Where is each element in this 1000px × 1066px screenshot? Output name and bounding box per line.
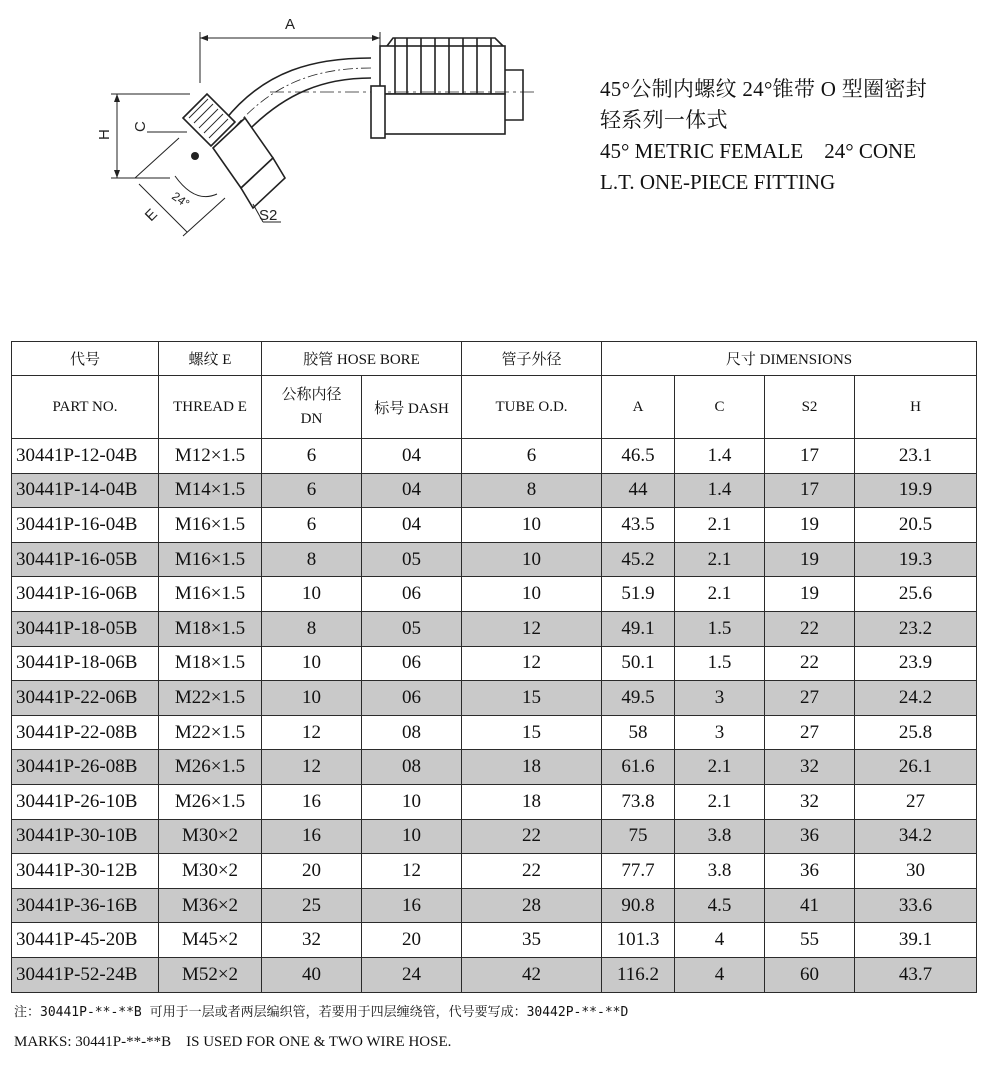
cell-tube-od: 10 [462, 577, 602, 612]
table-row [12, 542, 977, 577]
cell-dim-s2: 32 [765, 784, 855, 819]
header-dimensions: 尺寸 DIMENSIONS [602, 342, 977, 376]
specification-table [11, 341, 977, 993]
cell-thread: M22×1.5 [159, 681, 262, 716]
cell-thread: M26×1.5 [159, 784, 262, 819]
cell-dim-h: 23.2 [855, 611, 977, 646]
cell-part-no: 30441P-12-04B [12, 439, 159, 474]
cell-dim-c: 2.1 [675, 542, 765, 577]
cell-dim-a: 77.7 [602, 854, 675, 889]
cell-dim-a: 90.8 [602, 888, 675, 923]
cell-dim-c: 2.1 [675, 508, 765, 543]
cell-dim-a: 61.6 [602, 750, 675, 785]
cell-dim-s2: 60 [765, 957, 855, 992]
cell-thread: M52×2 [159, 957, 262, 992]
table-row [12, 681, 977, 716]
cell-tube-od: 6 [462, 439, 602, 474]
cell-dn: 16 [262, 784, 362, 819]
table-row [12, 439, 977, 474]
cell-dim-a: 45.2 [602, 542, 675, 577]
header-dim-h: H [855, 376, 977, 439]
table-row [12, 750, 977, 785]
cell-dim-s2: 36 [765, 854, 855, 889]
cell-part-no: 30441P-30-12B [12, 854, 159, 889]
note-cn: 注：30441P-**-**B 可用于一层或者两层编织管，若要用于四层缠绕管，代号要写成：30442P-**-**D [14, 1005, 629, 1020]
table-header-row-1 [12, 342, 977, 376]
header-thread-cn: 螺纹 E [159, 342, 262, 376]
cell-dn: 12 [262, 750, 362, 785]
cell-dash: 08 [362, 715, 462, 750]
cell-tube-od: 12 [462, 646, 602, 681]
header-tube-od: TUBE O.D. [462, 376, 602, 439]
cell-dim-a: 50.1 [602, 646, 675, 681]
cell-dim-a: 58 [602, 715, 675, 750]
cell-dim-h: 34.2 [855, 819, 977, 854]
table-row [12, 923, 977, 958]
cell-dim-c: 3 [675, 715, 765, 750]
cell-dn: 32 [262, 923, 362, 958]
cell-dn: 20 [262, 854, 362, 889]
cell-part-no: 30441P-36-16B [12, 888, 159, 923]
cell-dash: 05 [362, 542, 462, 577]
cell-thread: M30×2 [159, 854, 262, 889]
cell-part-no: 30441P-52-24B [12, 957, 159, 992]
cell-dash: 08 [362, 750, 462, 785]
cell-dim-h: 25.8 [855, 715, 977, 750]
cell-dim-c: 3.8 [675, 854, 765, 889]
dimension-e-label: E [141, 205, 161, 225]
table-row [12, 715, 977, 750]
cell-dim-s2: 17 [765, 439, 855, 474]
cell-dash: 04 [362, 508, 462, 543]
cell-part-no: 30441P-45-20B [12, 923, 159, 958]
cell-dim-s2: 22 [765, 611, 855, 646]
cell-dim-a: 101.3 [602, 923, 675, 958]
cell-dash: 04 [362, 439, 462, 474]
cell-dim-c: 1.5 [675, 646, 765, 681]
cell-dim-c: 4.5 [675, 888, 765, 923]
cell-dim-h: 23.1 [855, 439, 977, 474]
cell-dim-h: 19.9 [855, 473, 977, 508]
table-header-row-2 [12, 376, 977, 439]
cell-part-no: 30441P-14-04B [12, 473, 159, 508]
cell-dim-h: 26.1 [855, 750, 977, 785]
dimension-c-label: C [132, 121, 149, 132]
cell-dn: 25 [262, 888, 362, 923]
header-dim-c: C [675, 376, 765, 439]
cell-thread: M16×1.5 [159, 542, 262, 577]
cell-tube-od: 10 [462, 508, 602, 543]
dimension-h-label: H [96, 129, 113, 140]
table-row [12, 508, 977, 543]
cell-dim-c: 3 [675, 681, 765, 716]
table-row [12, 473, 977, 508]
cell-dn: 10 [262, 577, 362, 612]
cell-dim-s2: 27 [765, 681, 855, 716]
cell-part-no: 30441P-30-10B [12, 819, 159, 854]
cell-part-no: 30441P-22-06B [12, 681, 159, 716]
cell-dim-s2: 36 [765, 819, 855, 854]
cell-dim-a: 73.8 [602, 784, 675, 819]
cell-dim-a: 49.1 [602, 611, 675, 646]
cell-dash: 16 [362, 888, 462, 923]
table-row [12, 888, 977, 923]
header-tube-od-cn: 管子外径 [462, 342, 602, 376]
cell-part-no: 30441P-18-06B [12, 646, 159, 681]
cell-dim-s2: 55 [765, 923, 855, 958]
title-block [600, 74, 990, 198]
cell-dim-a: 46.5 [602, 439, 675, 474]
cell-dn: 10 [262, 681, 362, 716]
header-thread: THREAD E [159, 376, 262, 439]
cell-dim-s2: 17 [765, 473, 855, 508]
cell-dash: 06 [362, 646, 462, 681]
cell-thread: M45×2 [159, 923, 262, 958]
cell-dash: 10 [362, 784, 462, 819]
table-row [12, 957, 977, 992]
cell-dim-c: 4 [675, 957, 765, 992]
cell-dim-a: 44 [602, 473, 675, 508]
cell-thread: M18×1.5 [159, 646, 262, 681]
cell-dim-h: 19.3 [855, 542, 977, 577]
cell-dim-c: 4 [675, 923, 765, 958]
cell-thread: M26×1.5 [159, 750, 262, 785]
header-dim-a: A [602, 376, 675, 439]
cell-tube-od: 12 [462, 611, 602, 646]
cell-dim-h: 39.1 [855, 923, 977, 958]
cell-tube-od: 15 [462, 681, 602, 716]
cell-dim-s2: 32 [765, 750, 855, 785]
cell-tube-od: 22 [462, 854, 602, 889]
title-en-line2: L.T. ONE-PIECE FITTING [600, 170, 836, 194]
table-row [12, 646, 977, 681]
cell-tube-od: 35 [462, 923, 602, 958]
cell-dim-h: 33.6 [855, 888, 977, 923]
cell-dim-s2: 19 [765, 508, 855, 543]
table-row [12, 784, 977, 819]
cell-dash: 10 [362, 819, 462, 854]
cell-dim-h: 20.5 [855, 508, 977, 543]
cell-thread: M22×1.5 [159, 715, 262, 750]
title-en-line1: 45° METRIC FEMALE 24° CONE [600, 139, 917, 163]
dimension-a-label: A [285, 16, 296, 33]
header-part-no: PART NO. [12, 376, 159, 439]
header-dn [262, 376, 362, 439]
dimension-s2-label: S2 [259, 207, 278, 224]
cell-dim-a: 116.2 [602, 957, 675, 992]
table-row [12, 819, 977, 854]
cell-dim-c: 2.1 [675, 577, 765, 612]
cell-tube-od: 18 [462, 750, 602, 785]
cell-part-no: 30441P-26-10B [12, 784, 159, 819]
cell-dash: 06 [362, 681, 462, 716]
title-cn-line1: 45°公制内螺纹 24°锥带 O 型圈密封 [600, 77, 928, 101]
cell-dim-s2: 27 [765, 715, 855, 750]
header-dn-en: DN [300, 411, 323, 427]
cell-dim-h: 25.6 [855, 577, 977, 612]
cell-dn: 16 [262, 819, 362, 854]
cell-dn: 6 [262, 439, 362, 474]
cell-part-no: 30441P-22-08B [12, 715, 159, 750]
table-row [12, 854, 977, 889]
cell-dim-s2: 22 [765, 646, 855, 681]
cell-dim-a: 43.5 [602, 508, 675, 543]
cell-tube-od: 10 [462, 542, 602, 577]
cell-dim-a: 51.9 [602, 577, 675, 612]
cell-tube-od: 15 [462, 715, 602, 750]
cell-thread: M36×2 [159, 888, 262, 923]
cell-tube-od: 42 [462, 957, 602, 992]
fitting-technical-drawing [95, 8, 545, 278]
cell-dash: 24 [362, 957, 462, 992]
cell-dim-c: 3.8 [675, 819, 765, 854]
cell-dim-c: 1.4 [675, 473, 765, 508]
cell-dim-s2: 19 [765, 542, 855, 577]
cell-thread: M12×1.5 [159, 439, 262, 474]
cell-dim-h: 27 [855, 784, 977, 819]
table-row [12, 611, 977, 646]
cell-dim-a: 49.5 [602, 681, 675, 716]
cell-dim-h: 24.2 [855, 681, 977, 716]
cell-tube-od: 18 [462, 784, 602, 819]
cone-angle-label: 24° [169, 188, 193, 211]
cell-dn: 10 [262, 646, 362, 681]
cell-dn: 8 [262, 542, 362, 577]
table-body [12, 439, 977, 993]
cell-thread: M30×2 [159, 819, 262, 854]
header-part-no-cn: 代号 [12, 342, 159, 376]
table-row [12, 577, 977, 612]
cell-dim-c: 1.4 [675, 439, 765, 474]
cell-thread: M16×1.5 [159, 577, 262, 612]
note-en: MARKS: 30441P-**-**B IS USED FOR ONE & TWO WIRE HOSE. [14, 1034, 452, 1050]
cell-tube-od: 22 [462, 819, 602, 854]
cell-thread: M18×1.5 [159, 611, 262, 646]
cell-dim-s2: 41 [765, 888, 855, 923]
cell-thread: M16×1.5 [159, 508, 262, 543]
cell-dn: 6 [262, 508, 362, 543]
cell-dn: 12 [262, 715, 362, 750]
cell-dn: 6 [262, 473, 362, 508]
cell-dash: 12 [362, 854, 462, 889]
cell-part-no: 30441P-16-05B [12, 542, 159, 577]
cell-dim-a: 75 [602, 819, 675, 854]
cell-dash: 06 [362, 577, 462, 612]
cell-dn: 8 [262, 611, 362, 646]
cell-part-no: 30441P-26-08B [12, 750, 159, 785]
cell-dim-h: 43.7 [855, 957, 977, 992]
cell-part-no: 30441P-16-04B [12, 508, 159, 543]
cell-dash: 04 [362, 473, 462, 508]
cell-tube-od: 28 [462, 888, 602, 923]
cell-dim-c: 2.1 [675, 750, 765, 785]
cell-dn: 40 [262, 957, 362, 992]
cell-tube-od: 8 [462, 473, 602, 508]
header-hose-bore: 胶管 HOSE BORE [262, 342, 462, 376]
cell-thread: M14×1.5 [159, 473, 262, 508]
cell-dash: 05 [362, 611, 462, 646]
header-dash: 标号 DASH [362, 376, 462, 439]
cell-dim-h: 30 [855, 854, 977, 889]
cell-dim-c: 2.1 [675, 784, 765, 819]
cell-dash: 20 [362, 923, 462, 958]
cell-part-no: 30441P-16-06B [12, 577, 159, 612]
header-dim-s2: S2 [765, 376, 855, 439]
header-dn-cn: 公称内径 [281, 387, 342, 403]
cell-part-no: 30441P-18-05B [12, 611, 159, 646]
cell-dim-h: 23.9 [855, 646, 977, 681]
title-cn-line2: 轻系列一体式 [600, 108, 728, 132]
cell-dim-s2: 19 [765, 577, 855, 612]
cell-dim-c: 1.5 [675, 611, 765, 646]
